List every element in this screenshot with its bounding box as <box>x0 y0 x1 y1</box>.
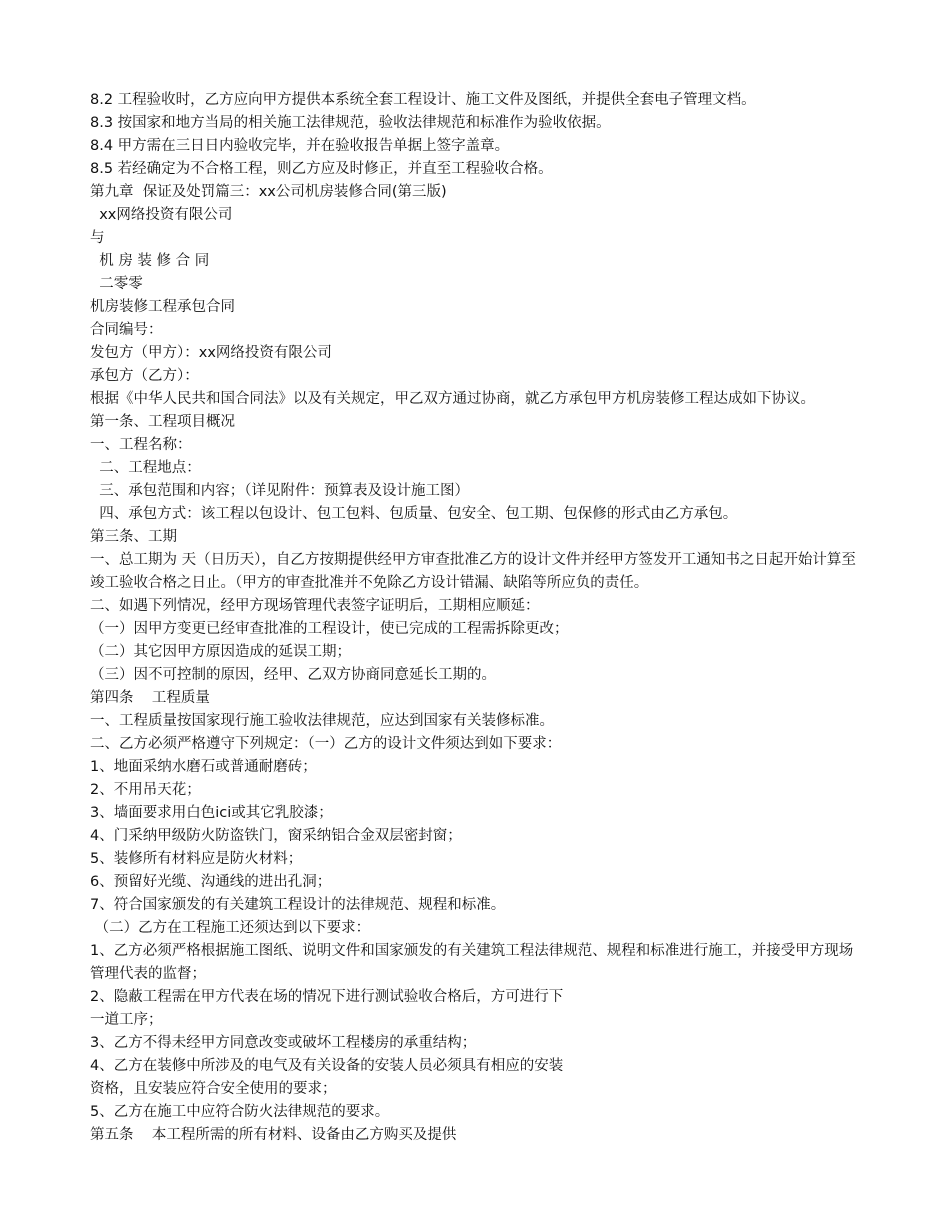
extension-conditions: 二、如遇下列情况，经甲方现场管理代表签字证明后，工期相应顺延： <box>90 598 540 614</box>
article-1-heading: 第一条、工程项目概况 <box>90 414 235 430</box>
contract-full-title: 机房装修工程承包合同 <box>90 299 235 315</box>
extension-item-1: （一）因甲方变更已经审查批准的工程设计，使已完成的工程需拆除更改； <box>90 621 569 637</box>
article-5-heading: 第五条 本工程所需的所有材料、设备由乙方购买及提供 <box>90 1127 457 1143</box>
construction-req-1: 1、乙方必须严格根据施工图纸、说明文件和国家颁发的有关建筑工程法律规范、规程和标准进行施工，并接受甲方现场管理代表的监督； <box>90 943 854 982</box>
construction-req-5: 5、乙方在施工中应符合防火法律规范的要求。 <box>90 1104 390 1120</box>
contract-number-label: 合同编号： <box>90 322 163 338</box>
construction-req-4: 4、乙方在装修中所涉及的电气及有关设备的安装人员必须具有相应的安装 <box>90 1058 564 1074</box>
chapter-9-heading: 第九章 保证及处罚篇三：xx公司机房装修合同(第三版) <box>90 184 447 200</box>
preamble-paragraph: 根据《中华人民共和国合同法》以及有关规定，甲乙双方通过协商，就乙方承包甲方机房装修工程达成如下协议。 <box>90 391 815 407</box>
clause-8-4: 8.4 甲方需在三日日内验收完毕，并在验收报告单据上签字盖章。 <box>90 138 510 154</box>
contract-year: 二零零 <box>90 276 143 292</box>
design-req-2: 2、不用吊天花； <box>90 782 201 798</box>
extension-item-2: （二）其它因甲方原因造成的延误工期； <box>90 644 351 660</box>
extension-item-3: （三）因不可控制的原因，经甲、乙双方协商同意延长工期的。 <box>90 667 496 683</box>
construction-req-heading: （二）乙方在工程施工还须达到以下要求： <box>90 920 371 936</box>
conjunction-with: 与 <box>90 230 105 246</box>
clause-8-5: 8.5 若经确定为不合格工程，则乙方应及时修正，并直至工程验收合格。 <box>90 161 553 177</box>
article-3-heading: 第三条、工期 <box>90 529 177 545</box>
project-scope: 三、承包范围和内容；（详见附件：预算表及设计施工图） <box>90 483 469 499</box>
design-req-6: 6、预留好光缆、沟通线的进出孔洞； <box>90 874 332 890</box>
document-body <box>90 89 865 1147</box>
schedule-paragraph: 一、总工期为 天（日历天），自乙方按期提供经甲方审查批准乙方的设计文件并经甲方签发开工通知书之日起开始计算至竣工验收合格之日止。（甲方的审查批准并不免除乙方设计错漏、缺陷等所应负的责任。 <box>90 552 856 591</box>
contract-method: 四、承包方式：该工程以包设计、包工包料、包质量、包安全、包工期、包保修的形式由乙方承包。 <box>90 506 738 522</box>
party-b-line: 承包方（乙方）： <box>90 368 199 384</box>
contract-title: 机 房 装 修 合 同 <box>90 253 210 269</box>
design-req-7: 7、符合国家颁发的有关建筑工程设计的法律规范、规程和标准。 <box>90 897 506 913</box>
design-req-1: 1、地面采纳水磨石或普通耐磨砖； <box>90 759 317 775</box>
party-a-line: 发包方（甲方）：xx网络投资有限公司 <box>90 345 332 361</box>
design-req-4: 4、门采纳甲级防火防盗铁门，窗采纳铝合金双层密封窗； <box>90 828 462 844</box>
design-req-5: 5、装修所有材料应是防火材料； <box>90 851 303 867</box>
design-req-3: 3、墙面要求用白色ici或其它乳胶漆； <box>90 805 333 821</box>
article-4-heading: 第四条 工程质量 <box>90 690 210 706</box>
quality-requirements: 二、乙方必须严格遵守下列规定：（一）乙方的设计文件须达到如下要求： <box>90 736 562 752</box>
construction-req-3: 3、乙方不得未经甲方同意改变或破坏工程楼房的承重结构； <box>90 1035 477 1051</box>
quality-standard: 一、工程质量按国家现行施工验收法律规范，应达到国家有关装修标准。 <box>90 713 554 729</box>
clause-8-3: 8.3 按国家和地方当局的相关施工法律规范，验收法律规范和标准作为验收依据。 <box>90 115 611 131</box>
project-name: 一、工程名称： <box>90 437 192 453</box>
project-location: 二、工程地点： <box>90 460 201 476</box>
construction-req-4-cont: 资格，且安装应符合安全使用的要求； <box>90 1081 337 1097</box>
construction-req-2-cont: 一道工序； <box>90 1012 163 1028</box>
construction-req-2: 2、隐蔽工程需在甲方代表在场的情况下进行测试验收合格后，方可进行下 <box>90 989 564 1005</box>
party-a-company: xx网络投资有限公司 <box>90 207 233 223</box>
clause-8-2: 8.2 工程验收时，乙方应向甲方提供本系统全套工程设计、施工文件及图纸，并提供全套电子管理文档。 <box>90 92 756 108</box>
